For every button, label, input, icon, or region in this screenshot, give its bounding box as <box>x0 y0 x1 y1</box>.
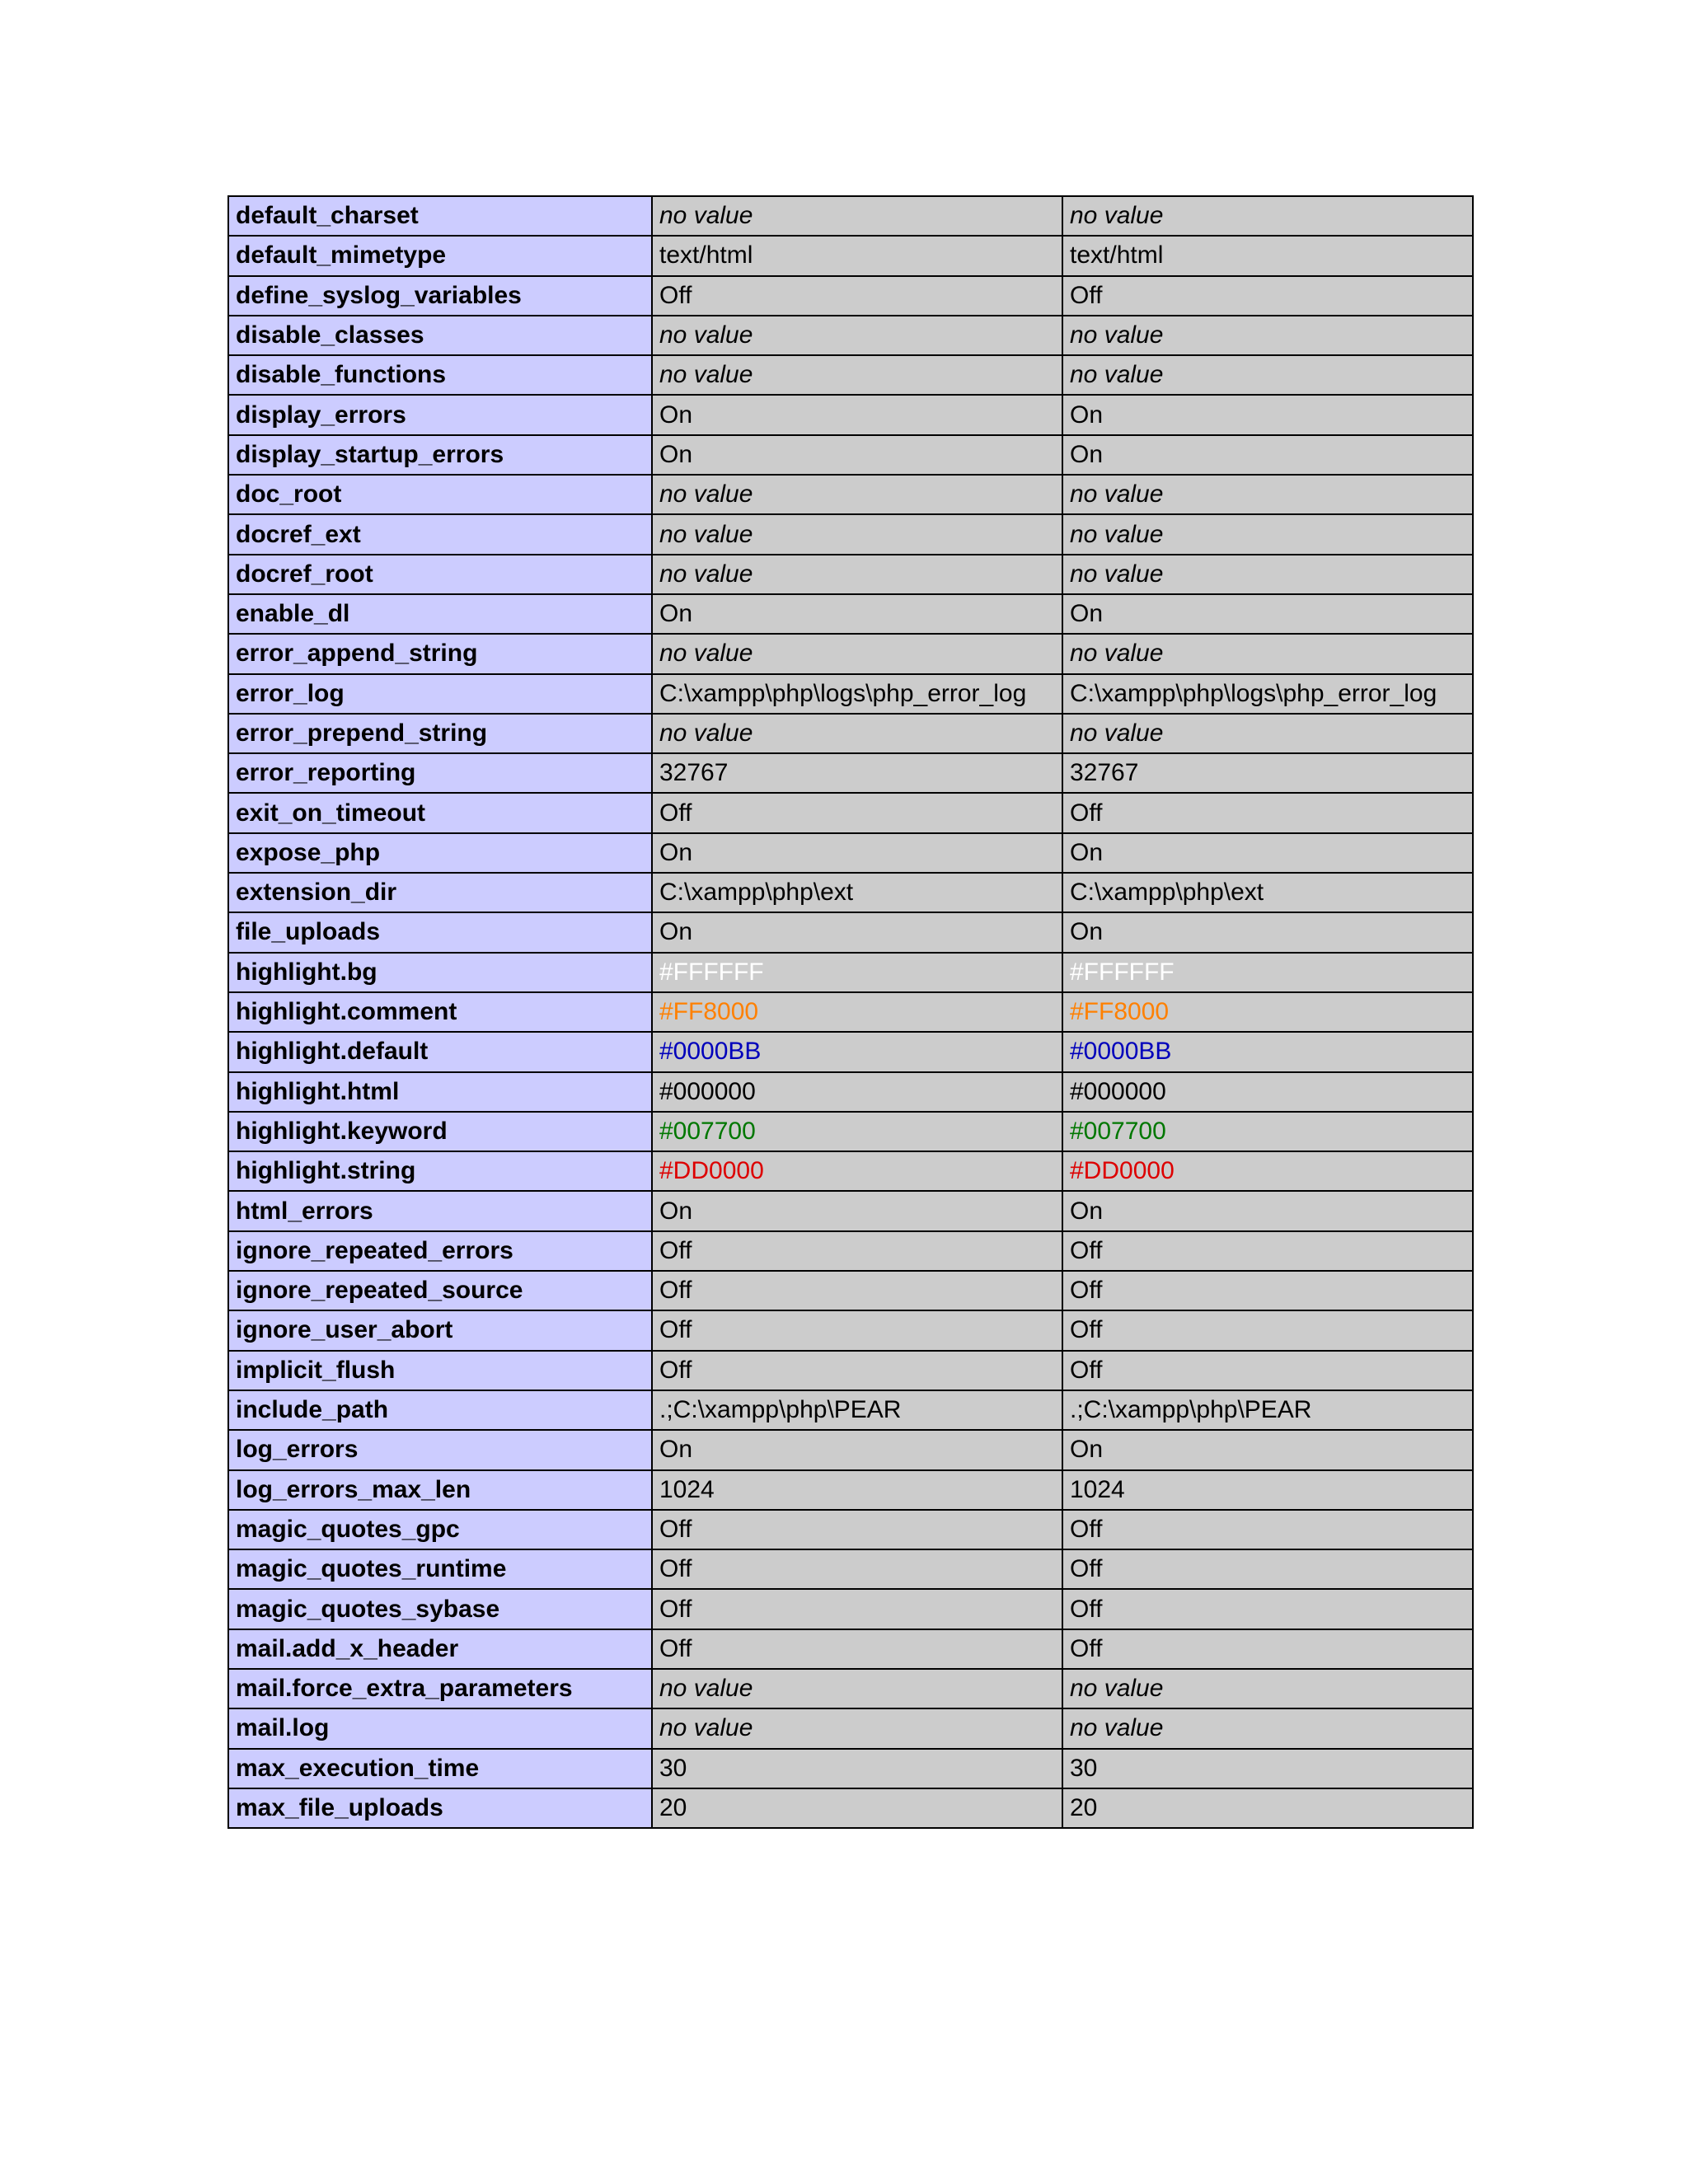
directive-name: highlight.keyword <box>228 1112 652 1151</box>
table-row <box>228 1231 1473 1271</box>
table-row <box>228 514 1473 554</box>
local-value: no value <box>652 714 1062 753</box>
local-value: 30 <box>652 1749 1062 1788</box>
table-row <box>228 833 1473 873</box>
local-value: On <box>652 912 1062 952</box>
local-value: Off <box>652 793 1062 832</box>
master-value: no value <box>1062 634 1473 673</box>
directive-name: magic_quotes_runtime <box>228 1549 652 1589</box>
master-value: no value <box>1062 475 1473 514</box>
master-value: #007700 <box>1062 1112 1473 1151</box>
master-value: Off <box>1062 276 1473 316</box>
master-value: On <box>1062 395 1473 434</box>
directive-name: mail.log <box>228 1708 652 1748</box>
local-value: Off <box>652 1629 1062 1669</box>
directive-name: html_errors <box>228 1191 652 1230</box>
master-value: no value <box>1062 316 1473 355</box>
table-row <box>228 992 1473 1032</box>
master-value: no value <box>1062 514 1473 554</box>
directive-name: ignore_user_abort <box>228 1310 652 1350</box>
master-value: On <box>1062 833 1473 873</box>
directive-name: exit_on_timeout <box>228 793 652 832</box>
local-value: Off <box>652 1231 1062 1271</box>
master-value: Off <box>1062 1351 1473 1390</box>
directive-name: ignore_repeated_source <box>228 1271 652 1310</box>
table-row <box>228 1271 1473 1310</box>
table-row <box>228 555 1473 594</box>
local-value: Off <box>652 276 1062 316</box>
local-value: #0000BB <box>652 1032 1062 1071</box>
table-row <box>228 1549 1473 1589</box>
table-row <box>228 1151 1473 1191</box>
master-value: #DD0000 <box>1062 1151 1473 1191</box>
table-row <box>228 196 1473 236</box>
table-row <box>228 236 1473 275</box>
master-value: Off <box>1062 1549 1473 1589</box>
local-value: #007700 <box>652 1112 1062 1151</box>
local-value: #DD0000 <box>652 1151 1062 1191</box>
local-value: Off <box>652 1351 1062 1390</box>
table-row <box>228 1032 1473 1071</box>
directive-name: file_uploads <box>228 912 652 952</box>
local-value: On <box>652 594 1062 634</box>
master-value: C:\xampp\php\ext <box>1062 873 1473 912</box>
master-value: no value <box>1062 555 1473 594</box>
directive-name: default_charset <box>228 196 652 236</box>
table-row <box>228 1708 1473 1748</box>
directive-name: highlight.default <box>228 1032 652 1071</box>
local-value: text/html <box>652 236 1062 275</box>
directive-name: error_log <box>228 674 652 714</box>
local-value: On <box>652 395 1062 434</box>
directive-name: highlight.comment <box>228 992 652 1032</box>
master-value: .;C:\xampp\php\PEAR <box>1062 1390 1473 1430</box>
table-row <box>228 793 1473 832</box>
local-value: On <box>652 1430 1062 1469</box>
config-directives-table <box>227 195 1474 1829</box>
table-row <box>228 475 1473 514</box>
directive-name: enable_dl <box>228 594 652 634</box>
local-value: no value <box>652 634 1062 673</box>
directive-name: docref_root <box>228 555 652 594</box>
local-value: On <box>652 833 1062 873</box>
master-value: no value <box>1062 355 1473 395</box>
local-value: no value <box>652 475 1062 514</box>
directive-name: display_startup_errors <box>228 435 652 475</box>
master-value: #FF8000 <box>1062 992 1473 1032</box>
table-row <box>228 316 1473 355</box>
master-value: text/html <box>1062 236 1473 275</box>
directive-name: magic_quotes_gpc <box>228 1510 652 1549</box>
master-value: C:\xampp\php\logs\php_error_log <box>1062 674 1473 714</box>
master-value: #0000BB <box>1062 1032 1473 1071</box>
local-value: Off <box>652 1271 1062 1310</box>
master-value: 20 <box>1062 1788 1473 1828</box>
local-value: Off <box>652 1310 1062 1350</box>
directive-name: log_errors_max_len <box>228 1470 652 1510</box>
master-value: 32767 <box>1062 753 1473 793</box>
directive-name: error_prepend_string <box>228 714 652 753</box>
local-value: #FFFFFF <box>652 953 1062 992</box>
local-value: no value <box>652 1669 1062 1708</box>
directive-name: display_errors <box>228 395 652 434</box>
table-row <box>228 674 1473 714</box>
local-value: 32767 <box>652 753 1062 793</box>
table-row <box>228 714 1473 753</box>
local-value: On <box>652 1191 1062 1230</box>
table-row <box>228 912 1473 952</box>
local-value: no value <box>652 316 1062 355</box>
directive-name: max_file_uploads <box>228 1788 652 1828</box>
table-row <box>228 1629 1473 1669</box>
master-value: no value <box>1062 1669 1473 1708</box>
master-value: On <box>1062 435 1473 475</box>
table-row <box>228 1390 1473 1430</box>
directive-name: highlight.html <box>228 1072 652 1112</box>
directive-name: max_execution_time <box>228 1749 652 1788</box>
directive-name: error_append_string <box>228 634 652 673</box>
directive-name: log_errors <box>228 1430 652 1469</box>
master-value: #000000 <box>1062 1072 1473 1112</box>
master-value: no value <box>1062 196 1473 236</box>
table-row <box>228 873 1473 912</box>
config-directives-body <box>228 196 1473 1828</box>
table-row <box>228 1191 1473 1230</box>
master-value: On <box>1062 1430 1473 1469</box>
directive-name: highlight.bg <box>228 953 652 992</box>
local-value: Off <box>652 1589 1062 1629</box>
directive-name: highlight.string <box>228 1151 652 1191</box>
table-row <box>228 1669 1473 1708</box>
local-value: Off <box>652 1549 1062 1589</box>
directive-name: doc_root <box>228 475 652 514</box>
local-value: C:\xampp\php\ext <box>652 873 1062 912</box>
directive-name: mail.force_extra_parameters <box>228 1669 652 1708</box>
local-value: no value <box>652 1708 1062 1748</box>
table-row <box>228 435 1473 475</box>
directive-name: extension_dir <box>228 873 652 912</box>
directive-name: expose_php <box>228 833 652 873</box>
table-row <box>228 395 1473 434</box>
directive-name: implicit_flush <box>228 1351 652 1390</box>
table-row <box>228 1072 1473 1112</box>
table-row <box>228 1351 1473 1390</box>
table-row <box>228 1589 1473 1629</box>
local-value: .;C:\xampp\php\PEAR <box>652 1390 1062 1430</box>
table-row <box>228 1749 1473 1788</box>
table-row <box>228 1112 1473 1151</box>
table-row <box>228 355 1473 395</box>
local-value: no value <box>652 555 1062 594</box>
directive-name: define_syslog_variables <box>228 276 652 316</box>
table-row <box>228 1430 1473 1469</box>
table-row <box>228 594 1473 634</box>
master-value: no value <box>1062 1708 1473 1748</box>
master-value: no value <box>1062 714 1473 753</box>
local-value: no value <box>652 514 1062 554</box>
table-row <box>228 1310 1473 1350</box>
directive-name: mail.add_x_header <box>228 1629 652 1669</box>
table-row <box>228 953 1473 992</box>
directive-name: error_reporting <box>228 753 652 793</box>
master-value: Off <box>1062 1629 1473 1669</box>
local-value: 1024 <box>652 1470 1062 1510</box>
local-value: no value <box>652 196 1062 236</box>
directive-name: disable_functions <box>228 355 652 395</box>
master-value: 1024 <box>1062 1470 1473 1510</box>
master-value: On <box>1062 594 1473 634</box>
local-value: no value <box>652 355 1062 395</box>
master-value: Off <box>1062 1510 1473 1549</box>
master-value: Off <box>1062 1231 1473 1271</box>
local-value: On <box>652 435 1062 475</box>
table-row <box>228 753 1473 793</box>
table-row <box>228 1788 1473 1828</box>
local-value: #FF8000 <box>652 992 1062 1032</box>
master-value: Off <box>1062 1271 1473 1310</box>
directive-name: docref_ext <box>228 514 652 554</box>
local-value: C:\xampp\php\logs\php_error_log <box>652 674 1062 714</box>
master-value: On <box>1062 912 1473 952</box>
master-value: #FFFFFF <box>1062 953 1473 992</box>
master-value: Off <box>1062 1589 1473 1629</box>
directive-name: magic_quotes_sybase <box>228 1589 652 1629</box>
directive-name: default_mimetype <box>228 236 652 275</box>
master-value: On <box>1062 1191 1473 1230</box>
table-row <box>228 634 1473 673</box>
table-row <box>228 276 1473 316</box>
local-value: 20 <box>652 1788 1062 1828</box>
directive-name: disable_classes <box>228 316 652 355</box>
master-value: Off <box>1062 793 1473 832</box>
directive-name: include_path <box>228 1390 652 1430</box>
directive-name: ignore_repeated_errors <box>228 1231 652 1271</box>
local-value: Off <box>652 1510 1062 1549</box>
master-value: Off <box>1062 1310 1473 1350</box>
table-row <box>228 1510 1473 1549</box>
table-row <box>228 1470 1473 1510</box>
master-value: 30 <box>1062 1749 1473 1788</box>
local-value: #000000 <box>652 1072 1062 1112</box>
